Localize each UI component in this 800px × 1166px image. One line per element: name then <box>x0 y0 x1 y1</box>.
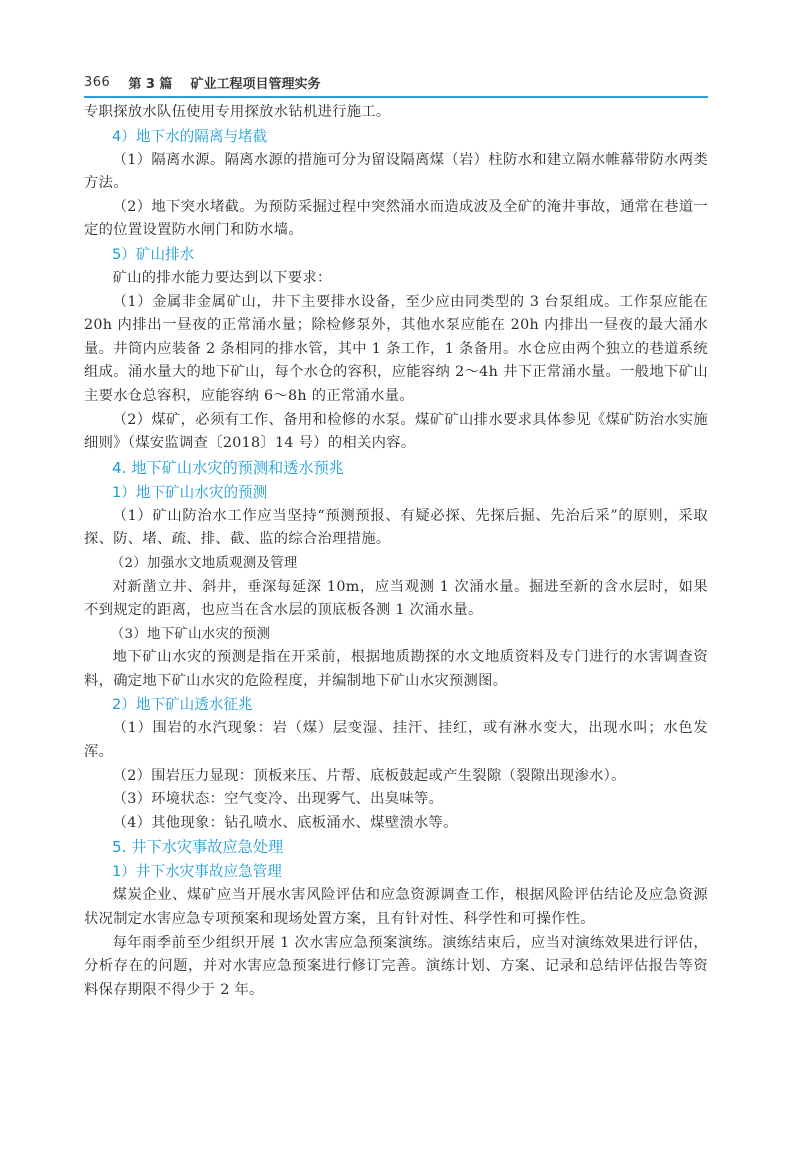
paragraph: （1）围岩的水汽现象：岩（煤）层变湿、挂汗、挂红，或有淋水变大，出现水叫；水色发浑。 <box>84 720 708 761</box>
paragraph: （1）矿山防治水工作应当坚持“预测预报、有疑必探、先探后掘、先治后采”的原则，采取探、防、堵、疏、排、截、监的综合治理措施。 <box>84 507 708 548</box>
subsection-heading: 4）地下水的隔离与堵截 <box>112 127 268 145</box>
paragraph: （1）金属非金属矿山，井下主要排水设备，至少应由同类型的 3 台泵组成。工作泵应能在 20h 内排出一昼夜的正常涌水量；除检修泵外，其他水泵应能在 20h 内排出一昼夜的最大涌水量。井筒内应装备 2 条相同的排水管，其中 1 条工作，1 条备用。水仓应由两个独立的巷道系统组成。涌水量大的地下矿山，每个水仓的容积，应能容纳 2～4h 井下正常涌水量。一般地下矿山主要水仓总容积，应能容纳 6～8h 的正常涌水量。 <box>84 293 708 404</box>
subsection-heading: 1）地下矿山水灾的预测 <box>112 483 268 501</box>
paragraph: （2）加强水文地质观测及管理 <box>110 555 298 571</box>
subsection-heading: 5）矿山排水 <box>112 245 195 263</box>
section-heading: 5. 井下水灾事故应急处理 <box>112 838 284 857</box>
paragraph: 地下矿山水灾的预测是指在开采前，根据地质勘探的水文地质资料及专门进行的水害调查资料，确定地下矿山水灾的危险程度，并编制地下矿山水灾预测图。 <box>84 649 708 689</box>
paragraph: （3）地下矿山水灾的预测 <box>110 626 271 642</box>
running-header <box>84 70 708 94</box>
section-heading: 4. 地下矿山水灾的预测和透水预兆 <box>112 458 344 477</box>
paragraph: 煤炭企业、煤矿应当开展水害风险评估和应急资源调查工作，根据风险评估结论及应急资源状况制定水害应急专项预案和现场处置方案，且有针对性、科学性和可操作性。 <box>84 887 708 928</box>
paragraph: 对新凿立井、斜井，垂深每延深 10m，应当观测 1 次涌水量。掘进至新的含水层时，如果不到规定的距离，也应当在含水层的顶底板各测 1 次涌水量。 <box>84 578 708 619</box>
book-title: 矿业工程项目管理实务 <box>190 76 321 92</box>
paragraph: 专职探放水队伍使用专用探放水钻机进行施工。 <box>84 104 391 120</box>
paragraph: （2）围岩压力显现：顶板来压、片帮、底板鼓起或产生裂隙（裂隙出现渗水）。 <box>112 767 626 784</box>
part-label: 第 3 篇 <box>128 76 173 92</box>
header-rule <box>84 96 708 98</box>
paragraph: （2）地下突水堵截。为预防采掘过程中突然涌水而造成波及全矿的淹井事故，通常在巷道一定的位置设置防水闸门和防水墙。 <box>84 198 708 239</box>
paragraph: （3）环境状态：空气变冷、出现雾气、出臭味等。 <box>112 791 444 808</box>
paragraph: （2）煤矿，必须有工作、备用和检修的水泵。煤矿矿山排水要求具体参见《煤矿防治水实施细则》（煤安监调查〔2018〕14 号）的相关内容。 <box>84 411 708 452</box>
subsection-heading: 2）地下矿山透水征兆 <box>112 696 253 714</box>
paragraph: 每年雨季前至少组织开展 1 次水害应急预案演练。演练结束后，应当对演练效果进行评估，分析存在的问题，并对水害应急预案进行修订完善。演练计划、方案、记录和总结评估报告等资料保存期限不得少于 2 年。 <box>84 934 708 998</box>
paragraph: （4）其他现象：钻孔喷水、底板涌水、煤壁溃水等。 <box>112 814 458 831</box>
page-body <box>84 101 708 1002</box>
paragraph: 矿山的排水能力要达到以下要求： <box>112 269 332 286</box>
paragraph: （1）隔离水源。隔离水源的措施可分为留设隔离煤（岩）柱防水和建立隔水帷幕带防水两类方法。 <box>84 151 708 192</box>
subsection-heading: 1）井下水灾事故应急管理 <box>112 863 282 881</box>
page-number: 366 <box>84 74 111 90</box>
